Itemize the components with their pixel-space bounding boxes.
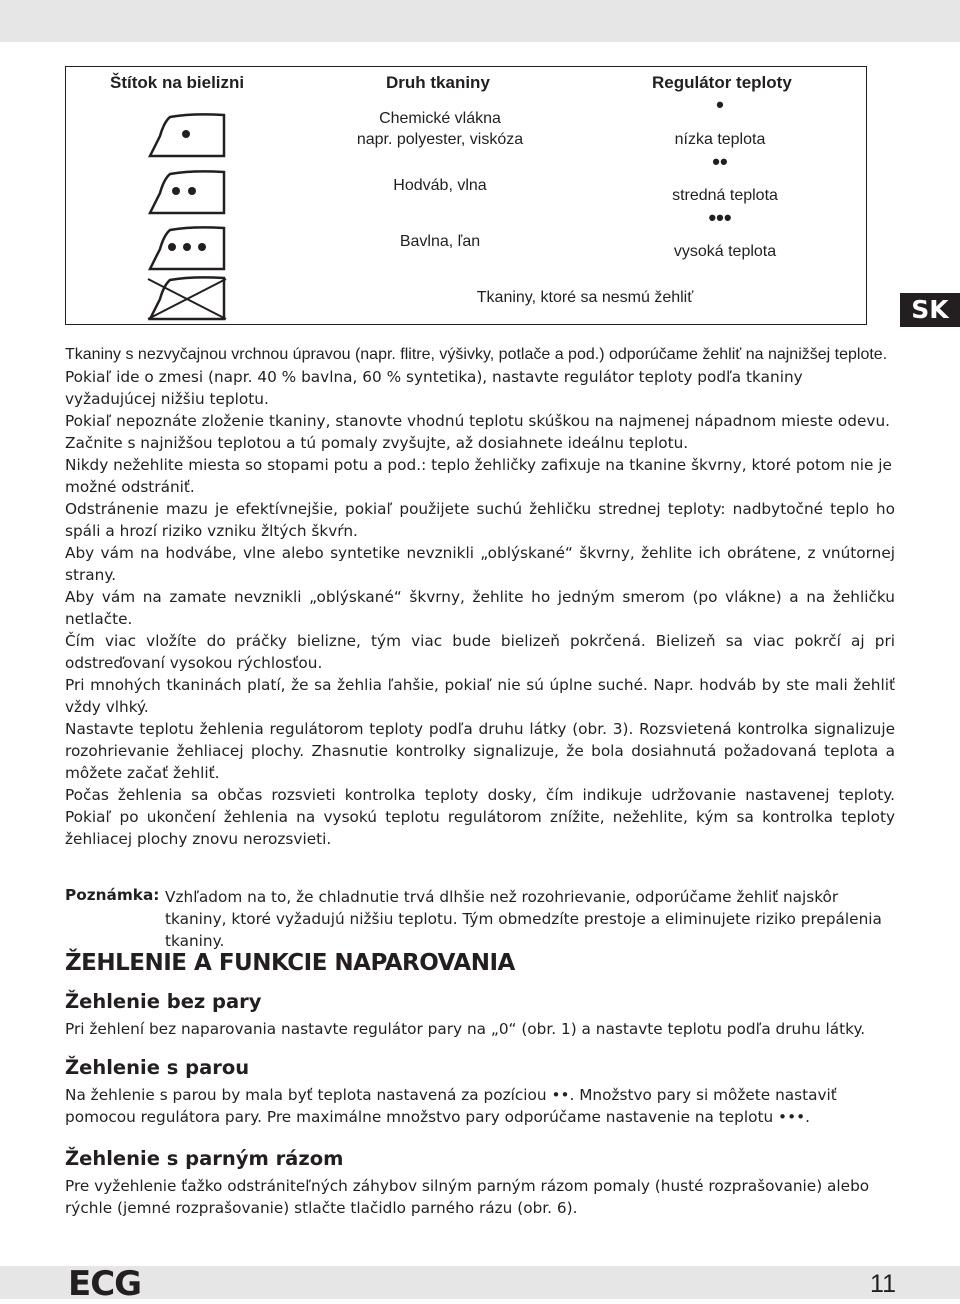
table-header-label: Štítok na bielizni <box>110 73 245 92</box>
table-header-fabric: Druh tkaniny <box>386 73 490 92</box>
paragraph: Aby vám na zamate nevznikli „oblýskané“ škvrny, žehlite ho jedným smerom (po vlákne) a na žehličku netlačte. <box>65 588 895 628</box>
fabric-silk-wool: Hodváb, vlna <box>393 177 487 194</box>
top-bar <box>0 0 960 42</box>
page-number: 11 <box>870 1270 896 1298</box>
paragraph: Počas žehlenia sa občas rozsvieti kontrolka teploty dosky, čím indikuje udržovanie nastavenej teploty. Pokiaľ po ukončení žehlenia na vysokú teplotu regulátorom znížite, nežehlite, kým sa kontrolka teploty žehliacej plochy znovu nerozsvieti. <box>65 786 895 848</box>
paragraph: Začnite s najnižšou teplotou a tú pomaly zvyšujte, až dosiahnete ideálnu teplotu. <box>65 434 689 452</box>
iron-one-dot-icon <box>144 112 228 158</box>
paragraph: Nikdy nežehlite miesta so stopami potu a pod.: teplo žehličky zafixuje na tkanine škvrny, ktoré potom nie je možné odstrániť. <box>65 456 892 496</box>
bottom-bar <box>0 1266 960 1299</box>
paragraph: Aby vám na hodvábe, vlne alebo syntetike nevznikli „oblýskané“ škvrny, žehlite ich obrátene, z vnútornej strany. <box>65 544 895 584</box>
note-label: Poznámka: <box>65 886 160 904</box>
temp-medium: stredná teplota <box>672 187 778 204</box>
ecg-logo: ECG <box>68 1264 142 1304</box>
section-title: ŽEHLENIE A FUNKCIE NAPAROVANIA <box>65 950 515 976</box>
temp-low: nízka teplota <box>674 131 766 148</box>
paragraph: Nastavte teplotu žehlenia regulátorom teploty podľa druhu látky (obr. 3). Rozsvietená kontrolka signalizuje rozohrievanie žehliacej plochy. Zhasnutie kontrolky signalizuje, že bola dosiahnutá požadovaná teplota a môžete začať žehliť. <box>65 720 895 782</box>
temp-high: vysoká teplota <box>673 243 777 260</box>
paragraph: Pokiaľ ide o zmesi (napr. 40 % bavlna, 60 % syntetika), nastavte regulátor teploty podľa tkaniny vyžadujúcej nižšiu teplotu. <box>65 368 803 408</box>
note-text: Vzhľadom na to, že chladnutie trvá dlhšie než rozohrievanie, odporúčame žehliť najskôr tkaniny, ktoré vyžadujú nižšiu teplotu. Tým obmedzíte prestoje a eliminujete riziko prepálenia tkaniny. <box>165 888 882 950</box>
iron-two-dots-icon <box>144 169 228 215</box>
language-tab: SK <box>900 293 960 327</box>
paragraph: Pokiaľ nepoznáte zloženie tkaniny, stanovte vhodnú teplotu skúškou na najmenej nápadnom mieste odevu. <box>65 412 891 430</box>
iron-crossed-icon <box>144 275 228 321</box>
subsection-text: Pri žehlení bez naparovania nastavte regulátor pary na „0“ (obr. 1) a nastavte teplotu podľa druhu látky. <box>65 1020 866 1038</box>
subsection-title: Žehlenie s parným rázom <box>65 1147 344 1170</box>
subsection-text: Na žehlenie s parou by mala byť teplota nastavená za pozíciou ••. Množstvo pary si môžete nastaviť pomocou regulátora pary. Pre maximálne množstvo pary odporúčame nastavenie na teplotu •••. <box>65 1086 837 1126</box>
paragraph: Odstránenie mazu je efektívnejšie, pokiaľ použijete suchú žehličku strednej teploty: nadbytočné teplo ho spáli a hrozí riziko vzniku žltých škvŕn. <box>65 500 895 540</box>
body-text <box>65 344 895 850</box>
iron-three-dots-icon <box>144 225 228 271</box>
temp-dots-low: • <box>716 92 724 117</box>
paragraph: Pri mnohých tkaninách platí, že sa žehlia ľahšie, pokiaľ nie sú úplne suché. Napr. hodváb by ste mali žehliť vždy vlhký. <box>65 676 895 716</box>
paragraph: Tkaniny s nezvyčajnou vrchnou úpravou (napr. flitre, výšivky, potlače a pod.) odporúčame žehliť na najnižšej teplote. <box>65 346 888 363</box>
subsection-title: Žehlenie s parou <box>65 1056 250 1079</box>
temp-dots-high: ••• <box>708 205 732 230</box>
subsection-title: Žehlenie bez pary <box>65 990 262 1013</box>
subsection-text: Pre vyžehlenie ťažko odstrániteľných záhybov silným parným rázom pomaly (husté rozprašovanie) alebo rýchle (jemné rozprašovanie) stlačte tlačidlo parného rázu (obr. 6). <box>65 1177 870 1217</box>
fabric-synthetic: Chemické vlákna napr. polyester, viskóza <box>356 110 524 148</box>
paragraph: Čím viac vložíte do práčky bielizne, tým viac bude bielizeň pokrčená. Bielizeň sa viac pokrčí aj pri odstreďovaní vysokou rýchlosťou. <box>65 632 895 672</box>
temp-dots-medium: •• <box>712 149 728 174</box>
fabric-cotton-linen: Bavlna, ľan <box>399 233 481 250</box>
table-header-temperature: Regulátor teploty <box>652 73 792 92</box>
fabric-no-iron: Tkaniny, ktoré sa nesmú žehliť <box>476 289 694 306</box>
